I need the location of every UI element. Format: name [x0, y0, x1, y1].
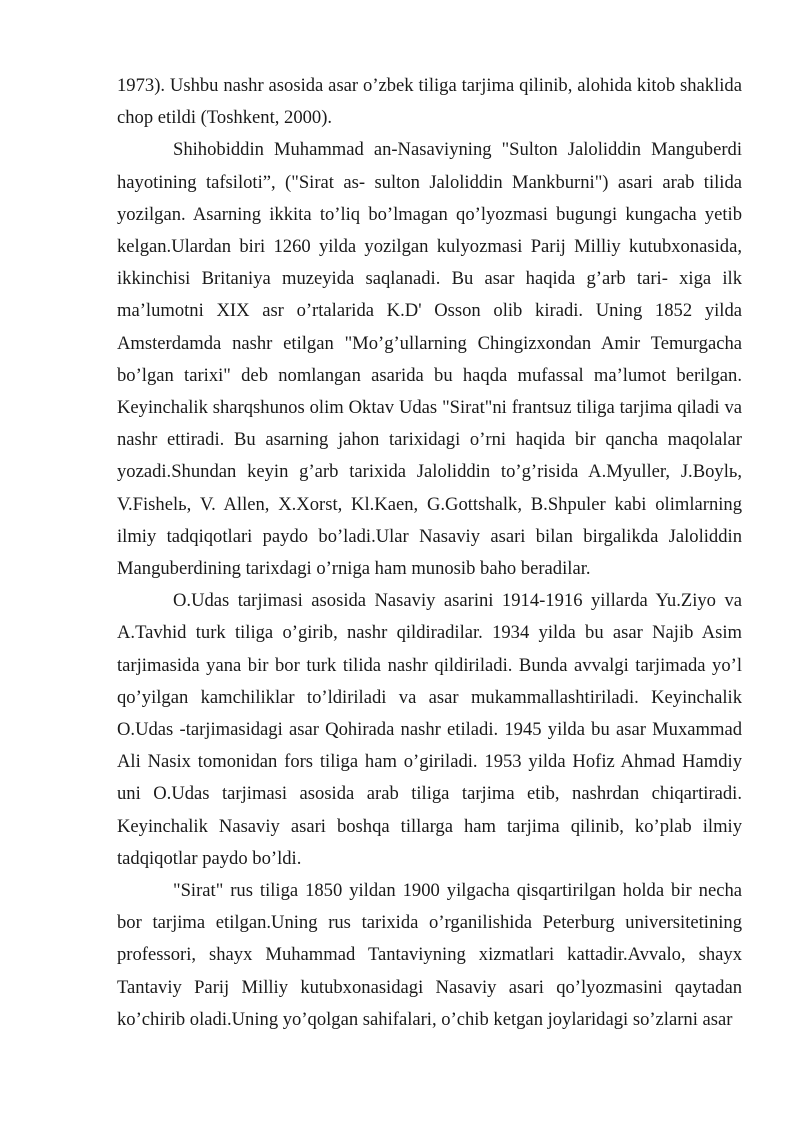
paragraph-continuation: 1973). Ushbu nashr asosida asar o’zbek tiliga tarjima qilinib, alohida kitob shaklida chop etildi (Toshkent, 2000). [117, 75, 742, 129]
document-page [117, 70, 742, 1036]
paragraph-nasaviy-asar: Shihobiddin Muhammad an-Nasaviyning "Sulton Jaloliddin Manguberdi hayotining tafsiloti”, ("Sirat as- sulton Jaloliddin Mankburni") asari arab tilida yozilgan. Asarning ikkita to’liq bo’lmagan qo’lyozmasi bugungi kungacha yetib kelgan.Ulardan biri 1260 yilda yozilgan kulyozmasi Parij Milliy kutubxonasida, ikkinchisi Britaniya muzeyida saqlanadi. Bu asar haqida g’arb tari- xiga ilk ma’lumotni XIX asr o’rtalarida K.D' Osson olib kiradi. Uning 1852 yilda Amsterdamda nashr etilgan "Mo’g’ullarning Chingizxondan Amir Temurgacha bo’lgan tarixi" deb nomlangan asarida bu haqda mufassal ma’lumot berilgan. Keyinchalik sharqshunos olim Oktav Udas "Sirat"ni frantsuz tiliga tarjima qiladi va nashr ettiradi. Bu asarning jahon tarixidagi o’rni haqida bir qancha maqolalar yozadi.Shundan keyin g’arb tarixida Jaloliddin to’g’risida A.Myuller, J.Boylь, V.Fishelь, V. Allen, X.Xorst, Kl.Kaen, G.Gottshalk, B.Shpuler kabi olimlarning ilmiy tadqiqotlari paydo bo’ladi.Ular Nasaviy asari bilan birgalikda Jaloliddin Manguberdining tarixdagi o’rniga ham munosib baho beradilar. [117, 139, 742, 580]
paragraph-turk-tarjima: O.Udas tarjimasi asosida Nasaviy asarini 1914-1916 yillarda Yu.Ziyo va A.Tavhid turk tiliga o’girib, nashr qildiradilar. 1934 yilda bu asar Najib Asim tarjimasida yana bir bor turk tilida nashr qildiriladi. Bunda avvalgi tarjimada yo’l qo’yilgan kamchiliklar to’ldiriladi va asar mukammallashtiriladi. Keyinchalik O.Udas -tarjimasidagi asar Qohirada nashr etiladi. 1945 yilda bu asar Muxammad Ali Nasix tomonidan fors tiliga ham o’giriladi. 1953 yilda Hofiz Ahmad Hamdiy uni O.Udas tarjimasi asosida arab tiliga tarjima etib, nashrdan chiqartiradi. Keyinchalik Nasaviy asari boshqa tillarga ham tarjima qilinib, ko’plab ilmiy tadqiqotlar paydo bo’ldi. [117, 590, 742, 869]
paragraph-rus-tarjima: "Sirat" rus tiliga 1850 yildan 1900 yilgacha qisqartirilgan holda bir necha bor tarjima etilgan.Uning rus tarixida o’rganilishida Peterburg universitetining professori, shayx Muhammad Tantaviyning xizmatlari kattadir.Avvalo, shayx Tantaviy Parij Milliy kutubxonasidagi Nasaviy asari qo’lyozmasini qaytadan ko’chirib oladi.Uning yo’qolgan sahifalari, o’chib ketgan joylaridagi so’zlarni asar [117, 880, 742, 1030]
